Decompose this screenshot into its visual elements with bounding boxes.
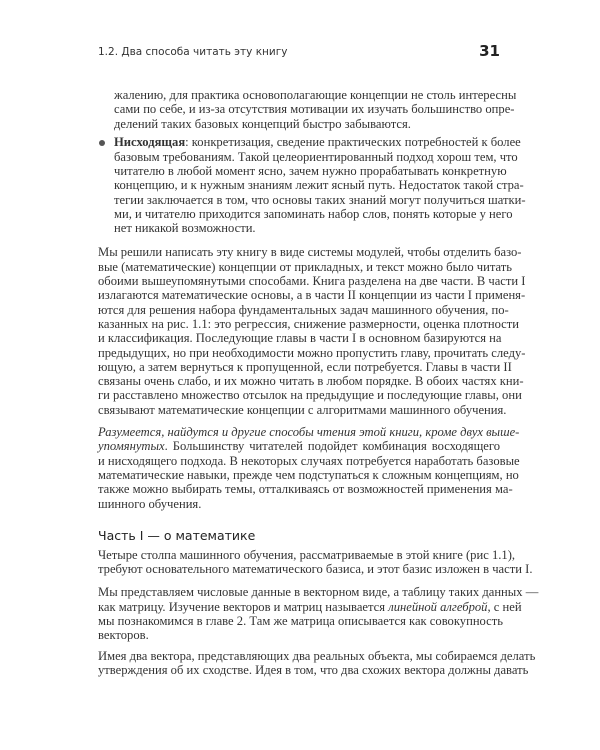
text-line (98, 316, 520, 331)
italic-text: линейной алгеброй (388, 599, 488, 614)
text-segment: ми, и читателю приходится запоминать набор слов, понять которые у него (114, 206, 513, 221)
bold-term: Нисходящая (114, 135, 186, 150)
text-line (98, 274, 526, 289)
text-line (98, 288, 526, 303)
text-line (114, 88, 517, 102)
text-line (98, 662, 529, 677)
text-segment: , с ней (487, 599, 522, 614)
text-line (98, 547, 516, 562)
paragraph (98, 648, 536, 678)
text-line (98, 425, 520, 440)
text-segment: обоими вышеупомянутыми способами. Книга разделена на две части. В части I (98, 274, 526, 289)
text-line (98, 302, 509, 317)
text-segment: ются для решения набора фундаментальных задач машинного обучения, по- (98, 302, 509, 317)
text-segment: тегии заключается в том, что основы таких знаний могут получиться шатки- (114, 192, 526, 207)
text-segment: ющую, а затем вернуться к пропущенной, если потребуется. Главы в части II (98, 359, 512, 374)
text-line (114, 149, 518, 164)
paragraph (98, 245, 526, 417)
text-segment: как матрицу. Изучение векторов и матриц называется (98, 599, 389, 614)
text-segment: Мы решили написать эту книгу в виде системы модулей, чтобы отделить базо- (98, 245, 522, 260)
text-segment: мы познакомимся в главе 2. Там же матрица описывается как совокупность (98, 614, 504, 628)
text-line (114, 178, 524, 193)
text-segment: базовым требованиям. Такой целеориентированный подход хорош тем, что (114, 149, 518, 164)
text-line (98, 562, 533, 577)
text-line (98, 388, 522, 403)
page-body (98, 88, 539, 677)
text-segment: ги расставлено множество отсылок на предыдущие и последующие главы, они (98, 388, 522, 403)
text-segment: предыдущих, но при необходимости можно пропустить главу, прочитать следу- (98, 345, 526, 360)
italic-text: Разумеется, найдутся и другие способы чтения этой книги, кроме двух выше- (98, 425, 520, 440)
section-heading: Часть I — о математике (98, 527, 256, 543)
text-line (114, 102, 515, 117)
text-line (98, 628, 500, 642)
text-line (98, 439, 500, 453)
bullet-icon (99, 140, 105, 146)
text-segment: векторов. (98, 628, 149, 643)
text-segment: утверждения об их сходстве. Идея в том, что два схожих вектора должны давать (98, 662, 529, 677)
text-line (114, 117, 500, 131)
text-line (98, 599, 522, 614)
text-line (98, 345, 526, 360)
text-line (98, 331, 500, 345)
paragraph (98, 585, 539, 643)
text-segment: Имея два вектора, представляющих два реальных объекта, мы собираемся делать (98, 648, 536, 663)
bullet-item (98, 135, 526, 236)
text-line (98, 359, 512, 374)
text-segment: : конкретизация, сведение практических потребностей к более (185, 135, 521, 150)
text-segment: связывают математические концепции с алгоритмами машинного обучения. (98, 402, 507, 417)
text-segment: казанных на рис. 1.1: это регрессия, снижение размерности, оценка плотности (98, 316, 520, 331)
text-segment: концепцию, и к нужным знаниям лежит ясный путь. Недостаток такой стра- (114, 178, 524, 193)
text-segment: связаны очень слабо, и их можно читать в любом порядке. В обоих частях кни- (98, 374, 524, 389)
text-segment: требуют основательного математического базиса, и этот базис изложен в части I. (98, 562, 533, 577)
text-segment: вые (математические) концепции от прикладных, и текст можно было читать (98, 259, 512, 274)
text-line (98, 585, 539, 600)
text-line (98, 614, 504, 628)
text-line (114, 135, 521, 150)
paragraph (98, 88, 517, 131)
text-line (98, 482, 513, 497)
text-segment: Мы представляем числовые данные в векторном виде, а таблицу таких данных — (98, 585, 539, 600)
text-line (98, 467, 519, 482)
text-line (114, 206, 513, 221)
text-segment: сами по себе, и из-за отсутствия мотивации их изучать большинство опре- (114, 102, 515, 117)
text-line (98, 374, 524, 389)
text-line (98, 497, 500, 511)
text-segment: . Большинству читателей подойдет комбинация восходящего (164, 439, 500, 454)
text-line (114, 221, 500, 235)
text-line (98, 402, 507, 417)
text-segment: и классификация. Последующие главы в части I в основном базируются на (98, 331, 502, 346)
paragraph (98, 547, 533, 577)
text-line (98, 259, 512, 274)
text-line (98, 245, 522, 260)
running-title: 1.2. Два способа читать эту книгу (98, 46, 288, 58)
paragraph (98, 425, 520, 511)
text-segment: Четыре столпа машинного обучения, рассматриваемые в этой книге (рис 1.1), (98, 547, 516, 562)
text-segment: математические навыки, прежде чем подступаться к сложным концепциям, но (98, 467, 519, 482)
text-segment: также можно выбирать темы, отталкиваясь от возможностей применения ма- (98, 482, 513, 497)
text-segment: читателю в любой момент ясно, зачем нужно прорабатывать конкретную (114, 163, 507, 178)
text-line (98, 648, 536, 663)
text-segment: и нисходящего подхода. В некоторых случаях потребуется наработать базовые (98, 453, 520, 468)
text-segment: нет никакой возможности. (114, 221, 256, 236)
italic-text: упомянутых (98, 439, 165, 454)
page-number: 31 (479, 42, 500, 60)
text-line (98, 453, 520, 468)
running-header (98, 42, 500, 62)
text-segment: делений таких базовых концепций быстро забываются. (114, 116, 411, 131)
text-line (114, 192, 526, 207)
text-segment: шинного обучения. (98, 496, 202, 511)
text-segment: жалению, для практика основополагающие концепции не столь интересны (114, 88, 517, 102)
text-segment: излагаются математические основы, а в части II концепции из части I применя- (98, 288, 526, 303)
text-line (114, 163, 507, 178)
